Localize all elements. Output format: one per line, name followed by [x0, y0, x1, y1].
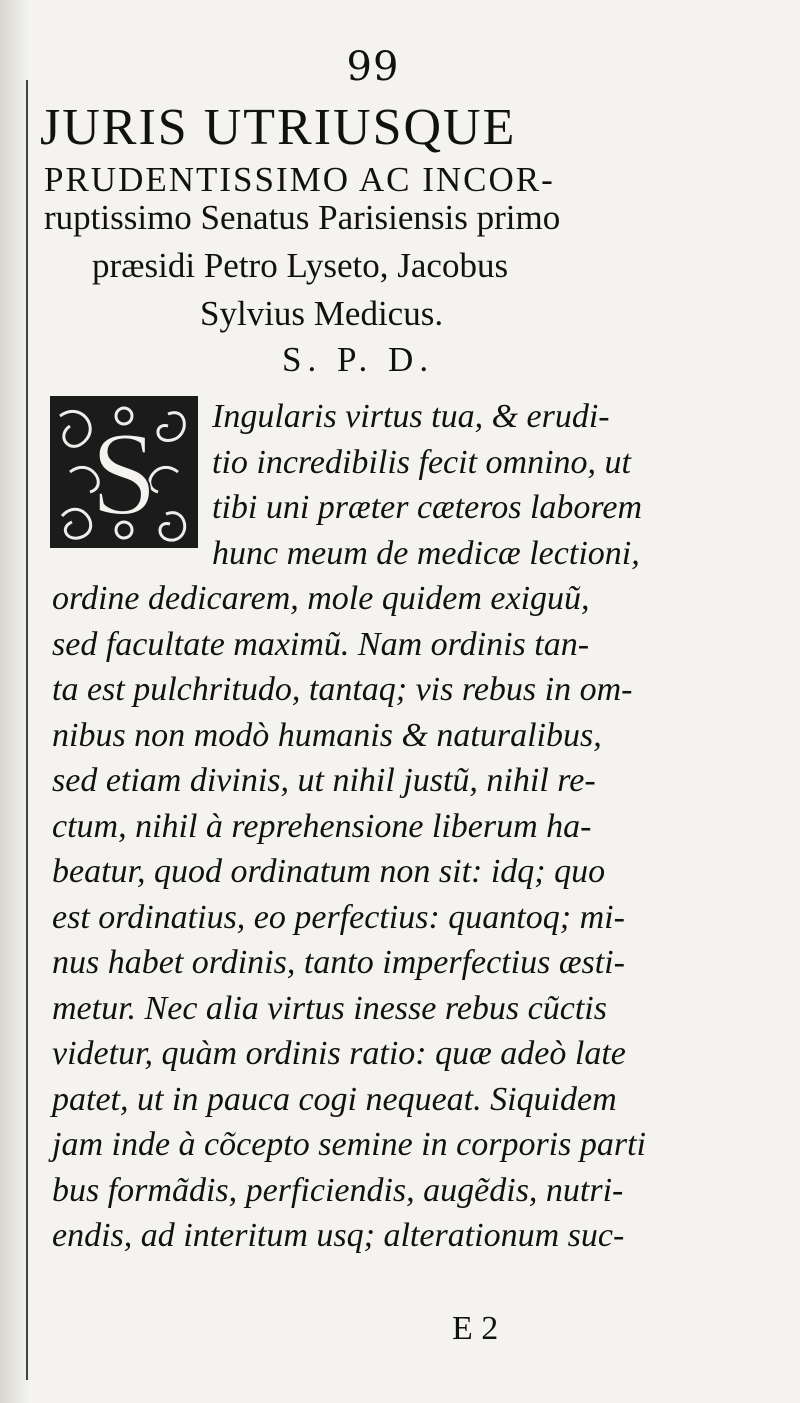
- body-line: Ingularis virtus tua, & erudi-: [212, 398, 610, 435]
- body-line: metur. Nec alia virtus inesse rebus cũctis: [52, 989, 607, 1027]
- body-line: hunc meum de medicæ lectioni,: [212, 534, 640, 572]
- dedication-heading-line-2: PRUDENTISSIMO AC INCOR-: [44, 160, 555, 199]
- body-line: ordine dedicarem, mole quidem exiguũ,: [52, 580, 590, 617]
- body-line: bus formãdis, perficiendis, augẽdis, nutri-: [52, 1171, 624, 1209]
- body-line: sed etiam divinis, ut nihil justũ, nihil re-: [52, 762, 596, 799]
- salutation: S. P. D.: [282, 340, 435, 379]
- dedication-heading-line-3: ruptissimo Senatus Parisiensis primo: [44, 198, 561, 237]
- gutter-shadow-line: [26, 80, 28, 1380]
- dedication-heading-line-4: præsidi Petro Lyseto, Jacobus: [92, 246, 509, 285]
- body-line: nibus non modò humanis & naturalibus,: [52, 716, 602, 754]
- body-line: videtur, quàm ordinis ratio: quæ adeò late: [52, 1035, 626, 1072]
- body-line: jam inde à cõcepto semine in corporis parti: [52, 1126, 646, 1163]
- dedication-heading-line-1: JURIS UTRIUSQUE: [40, 99, 517, 156]
- body-line: tibi uni præter cæteros laborem: [212, 489, 643, 526]
- dedication-heading-line-5: Sylvius Medicus.: [200, 294, 444, 333]
- page-number: 99: [346, 44, 400, 90]
- initial-letter: S: [90, 407, 158, 540]
- body-line: endis, ad interitum usq; alterationum suc-: [52, 1217, 625, 1254]
- body-line: nus habet ordinis, tanto imperfectius æsti-: [52, 944, 625, 981]
- decorated-initial: [50, 396, 198, 548]
- body-line: tio incredibilis fecit omnino, ut: [212, 443, 631, 481]
- body-line: patet, ut in pauca cogi nequeat. Siquidem: [52, 1080, 617, 1118]
- body-line: ctum, nihil à reprehensione liberum ha-: [52, 807, 592, 845]
- body-line: beatur, quod ordinatum non sit: idq; quo: [52, 853, 606, 890]
- body-line: ta est pulchritudo, tantaq; vis rebus in om-: [52, 671, 633, 708]
- body-line: est ordinatius, eo perfectius: quantoq; mi-: [52, 898, 625, 936]
- signature-mark: E 2: [452, 1310, 499, 1347]
- body-line: sed facultate maximũ. Nam ordinis tan-: [52, 625, 590, 663]
- floral-ornament-icon: [50, 396, 198, 548]
